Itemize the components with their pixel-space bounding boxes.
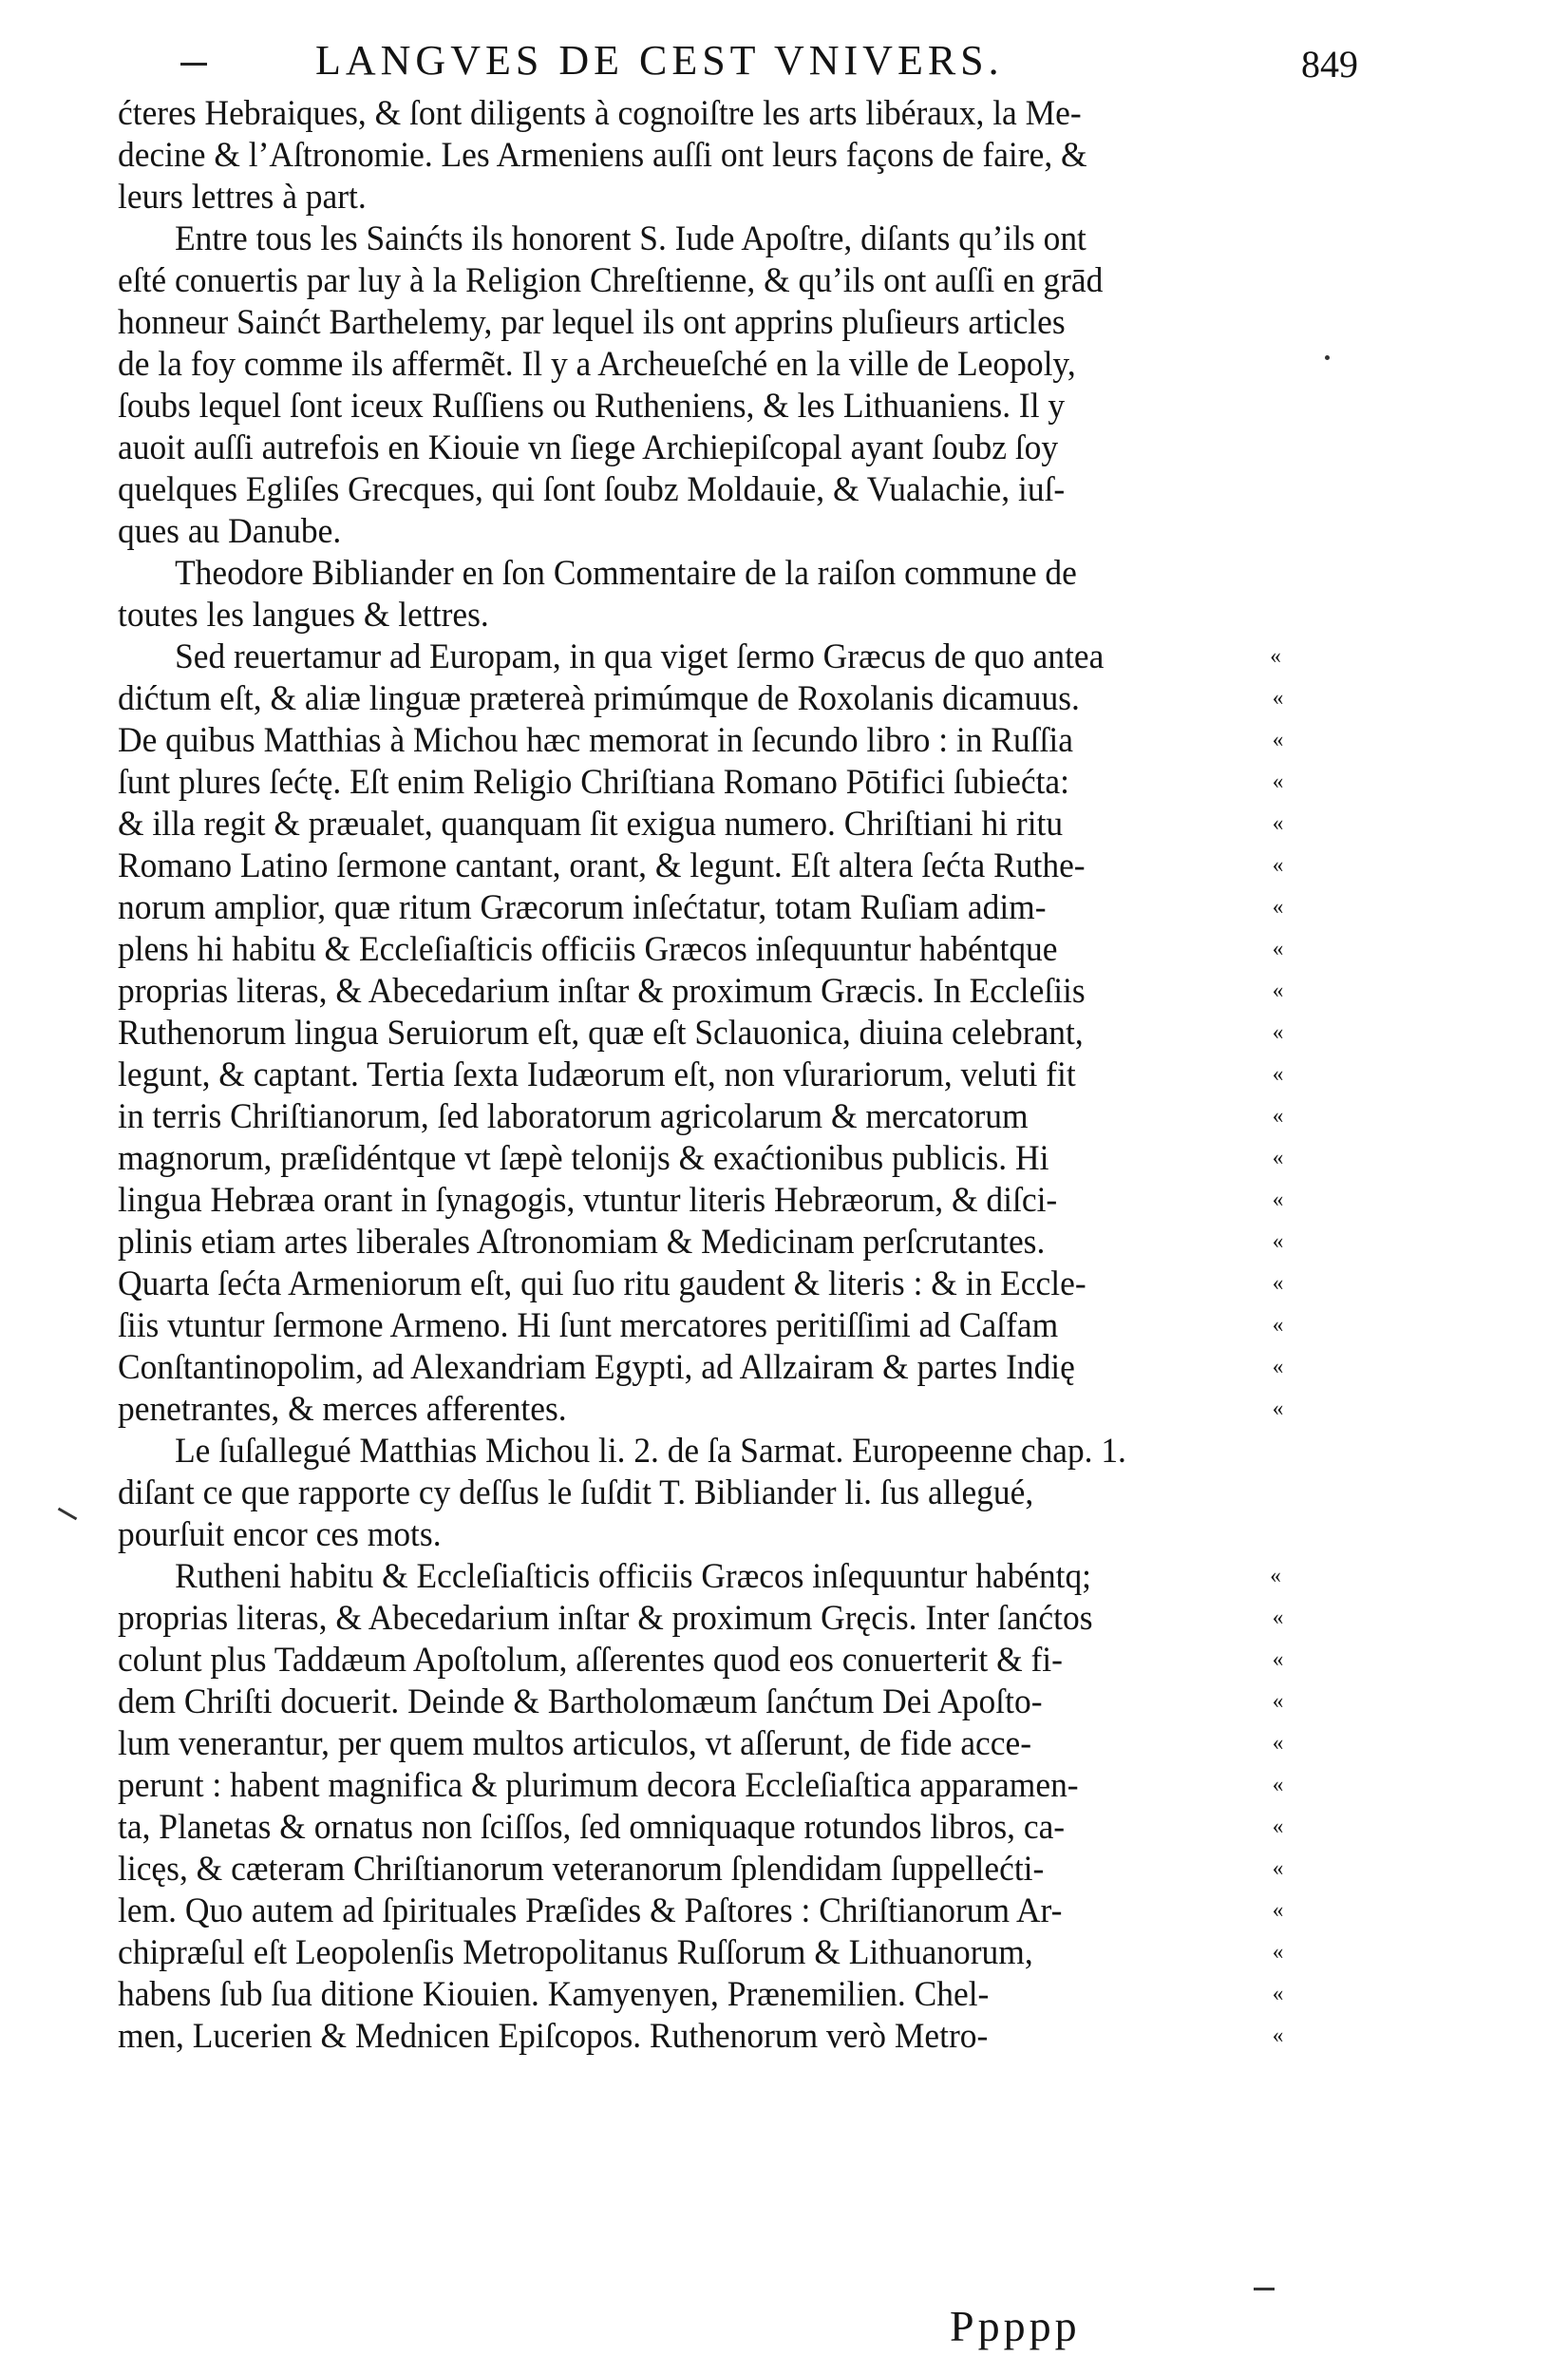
text-line: auoit auſſi autrefois en Kiouie vn ſiege Archiepiſcopal ayant ſoubz ſoy xyxy=(118,428,1059,466)
quoted-line: habens ſub ſua ditione Kiouien. Kamyenyen, Prænemilien. Chel- « xyxy=(118,1973,1284,2015)
quoted-line: Romano Latino ſermone cantant, orant, & legunt. Eſt altera ſećta Ruthe- « xyxy=(118,845,1284,886)
header-dash xyxy=(180,63,207,66)
text-line: leurs lettres à part. xyxy=(118,177,367,216)
quoted-line: plens hi habitu & Eccleſiaſticis officiis Græcos inſequuntur habéntque « xyxy=(118,928,1284,970)
corner-dash xyxy=(1254,2288,1275,2290)
quoted-line: in terris Chriſtianorum, ſed laboratorum agricolarum & mercatorum « xyxy=(118,1095,1284,1137)
page-header xyxy=(180,36,1358,93)
text-line: decine & l’Aſtronomie. Les Armeniens auſſi ont leurs façons de faire, & xyxy=(118,135,1087,174)
quoted-line: Quarta ſećta Armeniorum eſt, qui ſuo ritu gaudent & literis : & in Eccle- « xyxy=(118,1263,1284,1304)
running-title: LANGVES DE CEST VNIVERS. xyxy=(315,37,1004,84)
text-line: quelques Egliſes Grecques, qui ſont ſoubz Moldauie, & Vualachie, iuſ- xyxy=(118,469,1066,508)
paragraph-first-line: Theodore Bibliander en ſon Commentaire de la raiſon commune de xyxy=(175,553,1077,592)
margin-tick-left xyxy=(58,1508,78,1521)
quoted-line: De quibus Matthias à Michou hæc memorat in ſecundo libro : in Ruſſia « xyxy=(118,719,1284,761)
page-number: 849 xyxy=(1301,43,1358,86)
signature-mark: Ppppp xyxy=(950,2302,1081,2350)
quoted-paragraph-first-line: Sed reuertamur ad Europam, in qua viget ſermo Græcus de quo antea « xyxy=(118,636,1282,677)
paragraph-first-line: Entre tous les Sainćts ils honorent S. Iude Apoſtre, diſants qu’ils ont xyxy=(175,218,1086,257)
quoted-line: ta, Planetas & ornatus non ſciſſos, ſed omniquaque rotundos libros, ca- « xyxy=(118,1806,1284,1848)
text-line: diſant ce que rapporte cy deſſus le ſuſdit T. Bibliander li. ſus allegué, xyxy=(118,1472,1034,1511)
paragraph-first-line: Le ſuſallegué Matthias Michou li. 2. de ſa Sarmat. Europeenne chap. 1. xyxy=(175,1431,1126,1470)
quoted-line: ſunt plures ſećtę. Eſt enim Religio Chriſtiana Romano Pōtifici ſubiećta: « xyxy=(118,761,1284,803)
quoted-line: dem Chriſti docuerit. Deinde & Bartholomæum ſanćtum Dei Apoſto- « xyxy=(118,1681,1284,1722)
quoted-line: norum amplior, quæ ritum Græcorum inſećtatur, totam Ruſiam adim- « xyxy=(118,886,1284,928)
text-line: toutes les langues & lettres. xyxy=(118,595,489,634)
text-line: honneur Sainćt Barthelemy, par lequel ils ont apprins pluſieurs articles xyxy=(118,302,1066,341)
quoted-line: legunt, & captant. Tertia ſexta Iudæorum eſt, non vſurariorum, veluti fit « xyxy=(118,1054,1284,1095)
quoted-line: & illa regit & præualet, quanquam ſit exigua numero. Chriſtiani hi ritu « xyxy=(118,803,1284,845)
text-line: eſté conuertis par luy à la Religion Chreſtienne, & qu’ils ont auſſi en grād xyxy=(118,260,1104,299)
quoted-line: magnorum, præſidéntque vt ſæpè telonijs & exaćtionibus publicis. Hi « xyxy=(118,1137,1284,1179)
quoted-paragraph-first-line: Rutheni habitu & Eccleſiaſticis officiis Græcos inſequuntur habéntq; « xyxy=(118,1555,1282,1597)
text-line: ćteres Hebraiques, & ſont diligents à cognoiſtre les arts libéraux, la Me- xyxy=(118,93,1082,132)
text-line: de la foy comme ils affermẽt. Il y a Archeueſché en la ville de Leopoly, xyxy=(118,344,1076,383)
body-text xyxy=(118,92,1319,2057)
quoted-line: lem. Quo autem ad ſpirituales Præſides & Paſtores : Chriſtianorum Ar- « xyxy=(118,1890,1284,1931)
quoted-line: perunt : habent magnifica & plurimum decora Eccleſiaſtica apparamen- « xyxy=(118,1764,1284,1806)
quoted-line: ſiis vtuntur ſermone Armeno. Hi ſunt mercatores peritiſſimi ad Caſfam « xyxy=(118,1304,1284,1346)
text-line: pourſuit encor ces mots. xyxy=(118,1514,442,1553)
margin-tick-right xyxy=(1325,355,1330,360)
quoted-line: men, Lucerien & Mednicen Epiſcopos. Ruthenorum verò Metro- « xyxy=(118,2015,1284,2057)
quoted-line: colunt plus Taddæum Apoſtolum, aſſerentes quod eos conuerterit & fi- « xyxy=(118,1639,1284,1681)
quoted-line: lingua Hebræa orant in ſynagogis, vtuntur literis Hebræorum, & diſci- « xyxy=(118,1179,1284,1221)
quoted-line: proprias literas, & Abecedarium inſtar & proximum Gręcis. Inter ſanćtos « xyxy=(118,1597,1284,1639)
quoted-line: lum venerantur, per quem multos articulos, vt aſſerunt, de fide acce- « xyxy=(118,1722,1284,1764)
quoted-line: dićtum eſt, & aliæ linguæ prætereà primúmque de Roxolanis dicamuus. « xyxy=(118,677,1284,719)
quoted-line: plinis etiam artes liberales Aſtronomiam & Medicinam perſcrutantes. « xyxy=(118,1221,1284,1263)
quoted-line: proprias literas, & Abecedarium inſtar & proximum Græcis. In Eccleſiis « xyxy=(118,970,1284,1012)
quoted-line: Ruthenorum lingua Seruiorum eſt, quæ eſt Sclauonica, diuina celebrant, « xyxy=(118,1012,1284,1054)
quoted-line: chipræſul eſt Leopolenſis Metropolitanus Ruſſorum & Lithuanorum, « xyxy=(118,1931,1284,1973)
text-line: ques au Danube. xyxy=(118,511,342,550)
quoted-line: Conſtantinopolim, ad Alexandriam Egypti, ad Allzairam & partes Indię « xyxy=(118,1346,1284,1388)
quoted-line: licęs, & cæteram Chriſtianorum veteranorum ſplendidam ſuppellećti- « xyxy=(118,1848,1284,1890)
quoted-line: penetrantes, & merces afferentes. « xyxy=(118,1388,1284,1430)
text-line: ſoubs lequel ſont iceux Ruſſiens ou Rutheniens, & les Lithuaniens. Il y xyxy=(118,386,1066,425)
